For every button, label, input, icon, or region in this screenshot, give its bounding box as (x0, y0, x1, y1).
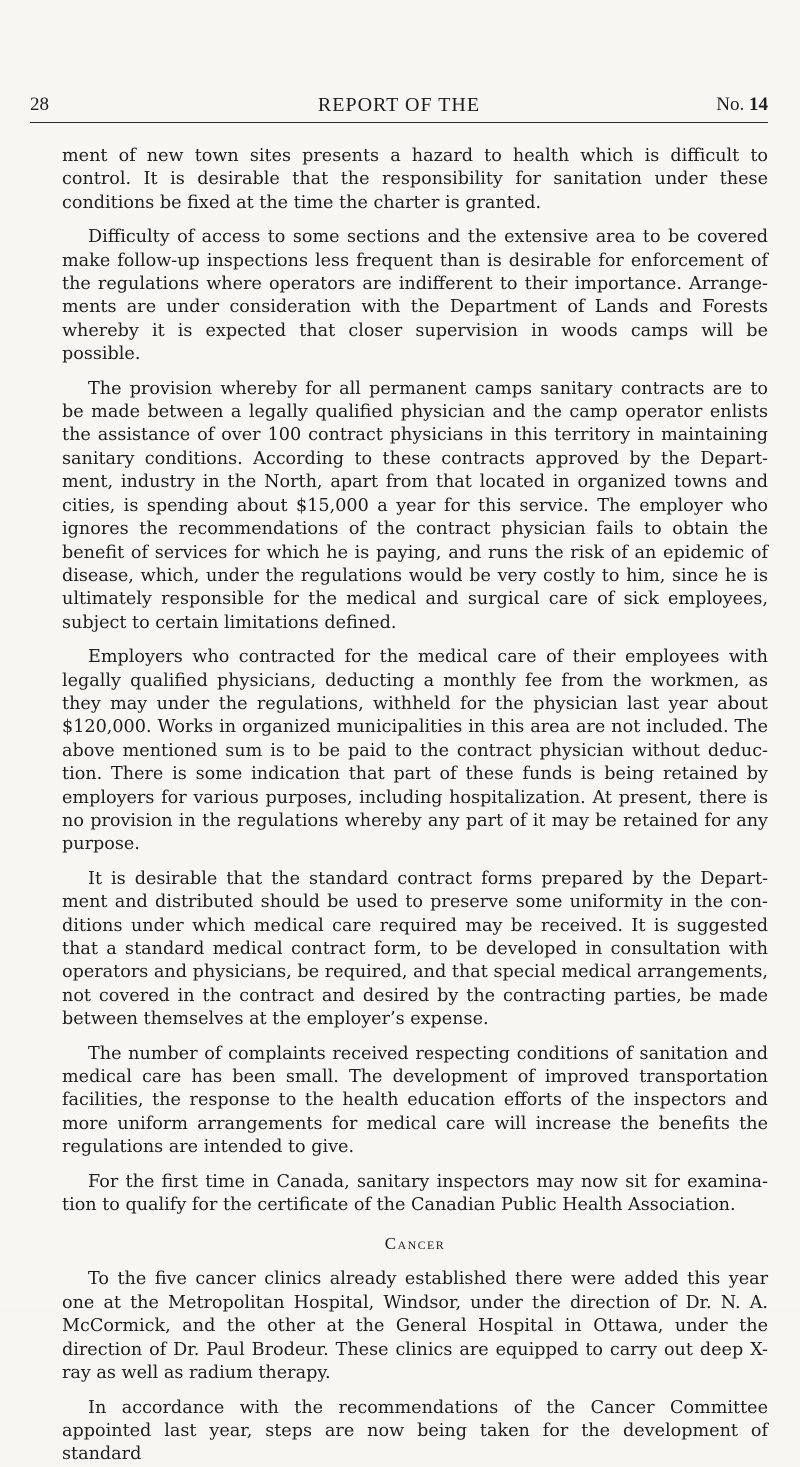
paragraph-standard-forms: It is desirable that the standard contract forms prepared by the Department and distributed should be used to preserve some uniformity in the conditions under which medical care required may be received. It is suggested that a standard medical contract form, to be developed in consultation with operators and physicians, be required, and that special medical arrangements, not covered in the contract and desired by the contracting parties, be made between themselves at the employer’s expense. (62, 868, 768, 1030)
paragraph-sanitary-contracts: The provision whereby for all permanent camps sanitary contracts are to be made between a legally qualified physician and the camp operator enlists the assistance of over 100 contract physicians in this territory in maintaining sanitary conditions. According to these contracts approved by the Department, industry in the North, apart from that located in organized towns and cities, is spending about $15,000 a year for this service. The employer who ignores the recommendations of the contract physician fails to obtain the benefit of services for which he is paying, and runs the risk of an epidemic of disease, which, under the regulations would be very costly to him, since he is ultimately responsible for the medical and surgical care of sick employees, subject to certain limitations defined. (62, 378, 768, 633)
paragraph-cancer-committee: In accordance with the recommendations of the Cancer Committee appointed last year, steps are now being taken for the development of standard (62, 1397, 768, 1465)
report-number-value: 14 (749, 94, 768, 115)
paragraph-inspectors: For the first time in Canada, sanitary inspectors may now sit for examination to qualify for the certificate of the Canadian Public Health Association. (62, 1171, 768, 1216)
paragraph-access: Difficulty of access to some sections and the extensive area to be covered make follow-up inspections less frequent than is desirable for enforcement of the regulations where operators are indifferent to their importance. Arrangements are under consideration with the Department of Lands and Forests whereby it is expected that closer supervision in woods camps will be possible. (62, 227, 768, 365)
paragraph-complaints: The number of complaints received respecting conditions of sanitation and medical care has been small. The development of improved transportation facilities, the response to the health education efforts of the inspectors and more uniform arrangements for medical care will increase the benefits the regulations are intended to give. (62, 1043, 768, 1158)
running-header (30, 92, 768, 123)
report-number-label: No. (716, 94, 745, 115)
section-heading-cancer: Cancer (384, 1234, 446, 1254)
page-number: 28 (30, 94, 49, 115)
report-number (716, 94, 768, 116)
paragraph-cancer-clinics: To the five cancer clinics already established there were added this year one at the Metropolitan Hospital, Windsor, under the direction of Dr. N. A. McCormick, and the other at the General Hospital in Ottawa, under the direction of Dr. Paul Brodeur. These clinics are equipped to carry out deep X-ray as well as radium therapy. (62, 1269, 768, 1384)
paragraph-medical-care: Employers who contracted for the medical care of their employees with legally qualified physicians, deducting a monthly fee from the workmen, as they may under the regulations, withheld for the physician last year about $120,000. Works in organized municipalities in this area are not included. The above mentioned sum is to be paid to the contract physician without deduction. There is some indication that part of these funds is being retained by employers for various purposes, including hospitalization. At present, there is no provision in the regulations whereby any part of it may be retained for any purpose. (62, 647, 768, 855)
paragraph-continued: ment of new town sites presents a hazard to health which is difficult to control. It is desirable that the responsibility for sanitation under these conditions be fixed at the time the charter is granted. (62, 146, 768, 213)
running-title: REPORT OF THE (317, 94, 481, 116)
body-text (62, 145, 768, 1467)
